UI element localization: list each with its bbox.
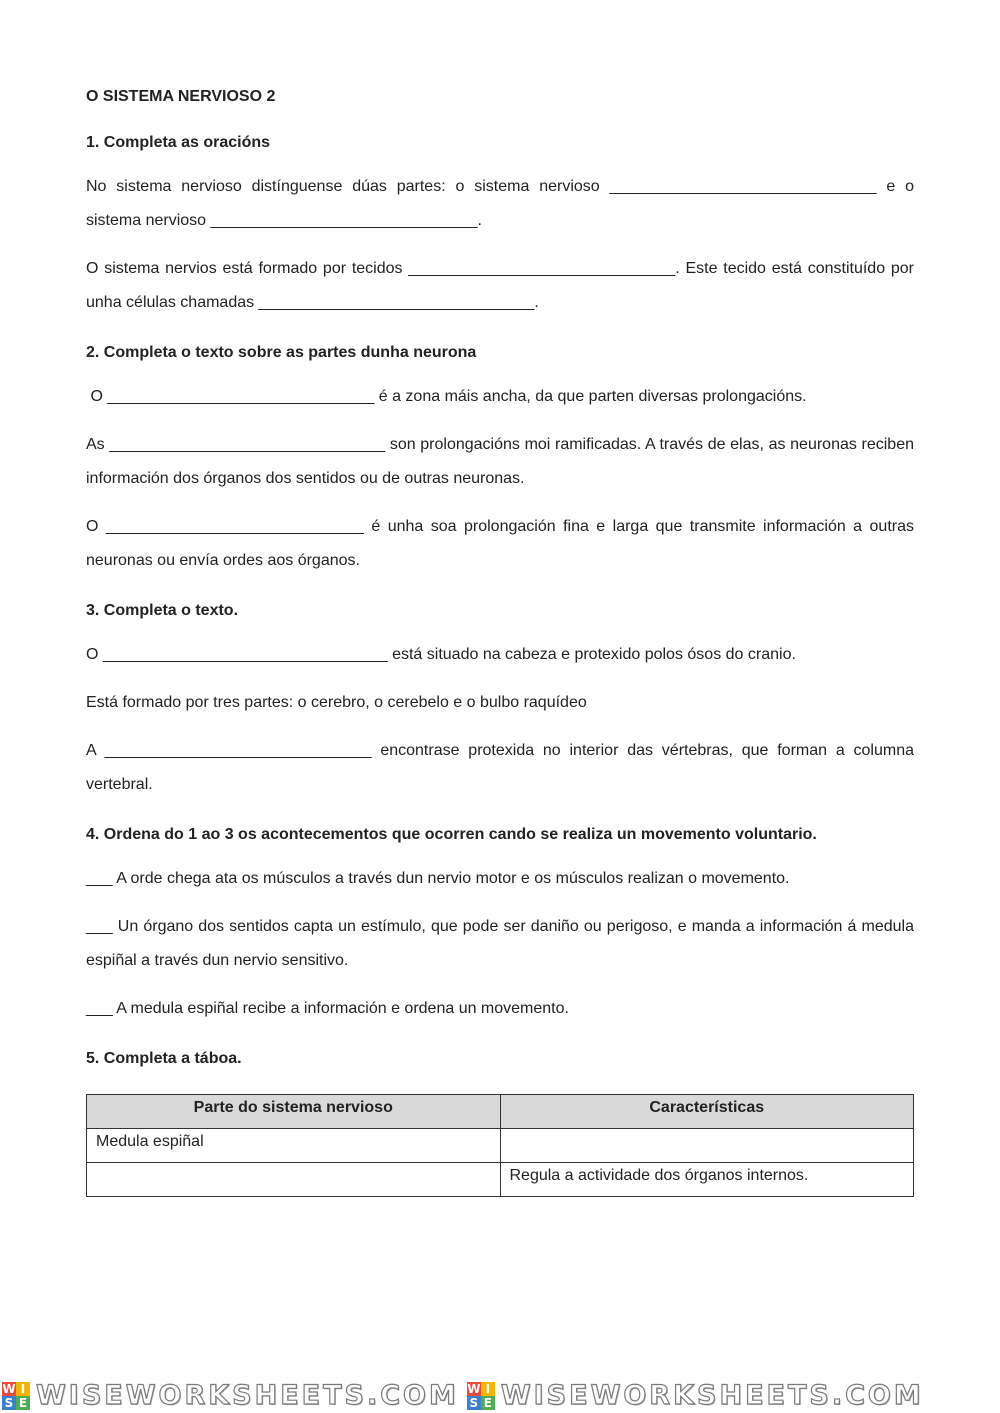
section-2-paragraph-2: As _______________________________ son prolongacións moi ramificadas. A través de elas, as neuronas reciben información dos órganos dos sentidos ou de outras neuronas.: [86, 436, 914, 487]
brand-mark: [2, 1380, 459, 1411]
brand-text: WISEWORKSHEETS.COM: [500, 1380, 924, 1411]
page-title: O SISTEMA NERVIOSO 2: [86, 88, 276, 105]
section-3-paragraph-1: O ________________________________ está situado na cabeza e protexido polos ósos do cranio.: [86, 646, 796, 663]
table-cell[interactable]: Medula espiñal: [87, 1129, 501, 1163]
section-5-heading: 5. Completa a táboa.: [86, 1050, 242, 1067]
section-1-paragraph-2: O sistema nervios está formado por tecidos ______________________________. Este tecido está constituído por unha células chamadas _______________________________.: [86, 260, 914, 311]
section-3-paragraph-2: Está formado por tres partes: o cerebro, o cerebelo e o bulbo raquídeo: [86, 694, 587, 711]
section-4-heading: 4. Ordena do 1 ao 3 os acontecementos que ocorren cando se realiza un movemento voluntario.: [86, 826, 817, 843]
section-2-paragraph-1: O ______________________________ é a zona máis ancha, da que parten diversas prolongacións.: [86, 388, 807, 405]
ordering-item: ___ A medula espiñal recibe a información e ordena un movemento.: [86, 1000, 569, 1017]
brand-logo-icon: W I S E: [2, 1382, 30, 1410]
brand-logo-icon: W I S E: [467, 1382, 495, 1410]
table-cell[interactable]: [87, 1163, 501, 1197]
table-cell[interactable]: [500, 1129, 914, 1163]
section-1-heading: 1. Completa as oracións: [86, 134, 271, 151]
section-2-paragraph-3: O _____________________________ é unha soa prolongación fina e larga que transmite información a outras neuronas ou envía ordes aos órganos.: [86, 518, 914, 569]
table-header-row: [87, 1095, 914, 1129]
table-cell[interactable]: Regula a actividade dos órganos internos.: [500, 1163, 914, 1197]
table-row: [87, 1129, 914, 1163]
table-row: [87, 1163, 914, 1197]
brand-mark: [467, 1380, 924, 1411]
ordering-item: ___ Un órgano dos sentidos capta un estímulo, que pode ser daniño ou perigoso, e manda a información á medula espiñal a través dun nervio sensitivo.: [86, 918, 914, 969]
nervous-system-table: [86, 1094, 914, 1197]
section-3-heading: 3. Completa o texto.: [86, 602, 239, 619]
section-3-paragraph-3: A ______________________________ encontrase protexida no interior das vértebras, que forman a columna vertebral.: [86, 742, 914, 793]
footer-watermark: [0, 1378, 1000, 1413]
section-2-heading: 2. Completa o texto sobre as partes dunha neurona: [86, 344, 477, 361]
worksheet: [86, 84, 914, 1197]
brand-text: WISEWORKSHEETS.COM: [36, 1380, 459, 1411]
table-header-part: Parte do sistema nervioso: [87, 1095, 501, 1129]
table-header-characteristics: Características: [500, 1095, 914, 1129]
ordering-item: ___ A orde chega ata os músculos a través dun nervio motor e os músculos realizan o movemento.: [86, 870, 790, 887]
section-1-paragraph-1: No sistema nervioso distínguense dúas partes: o sistema nervioso ______________________________ e o sistema nervioso ______________________________.: [86, 178, 914, 229]
